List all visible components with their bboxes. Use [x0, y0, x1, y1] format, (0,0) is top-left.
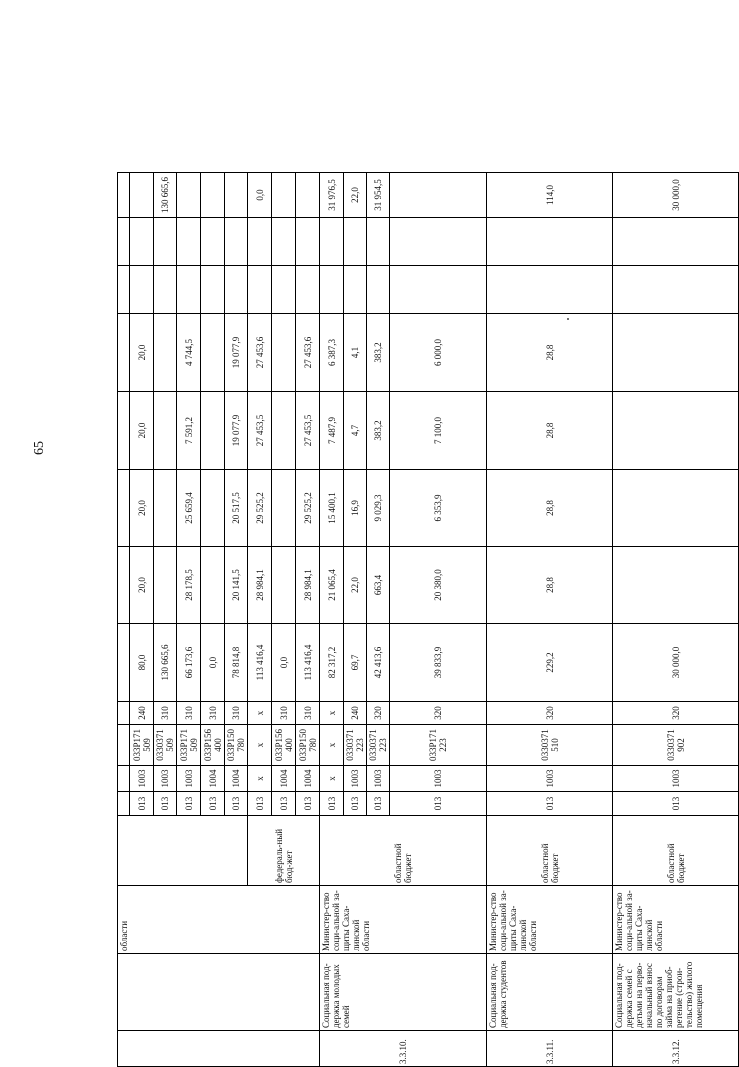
cell-y2015: [201, 470, 225, 547]
cell-vr: 310: [201, 702, 225, 725]
cell-y2017: 19 077,9: [225, 314, 248, 392]
cell-y2020: [130, 173, 154, 218]
cell-csr: 033P156 400: [201, 725, 225, 766]
cell-vr: 320: [390, 702, 487, 725]
cell-y2016: 28,8: [487, 392, 613, 470]
cell-num: 3.3.10.: [320, 1031, 487, 1067]
cell-y2014: 20,0: [130, 547, 154, 624]
cell-y2016: 4,7: [344, 392, 367, 470]
cell-y2018: [613, 266, 739, 314]
cell-y2015: 28,8: [487, 470, 613, 547]
cell-y2014: [118, 547, 130, 624]
cell-y2016: 7 100,0: [390, 392, 487, 470]
cell-y2019: [272, 218, 296, 266]
cell-rz: 1003: [130, 766, 154, 792]
cell-y2018: [248, 266, 272, 314]
cell-grbs: 013: [344, 792, 367, 816]
cell-rz: 1003: [177, 766, 201, 792]
cell-vr: 240: [130, 702, 154, 725]
cell-vr: 320: [487, 702, 613, 725]
cell-y2017: 4,1: [344, 314, 367, 392]
page-number: 65: [32, 441, 47, 455]
cell-y2015: 20 517,5: [225, 470, 248, 547]
cell-csr: 033P150 780: [225, 725, 248, 766]
cell-y2017: [613, 314, 739, 392]
cell-y2015: 29 525,2: [296, 470, 320, 547]
cell-y2015: [272, 470, 296, 547]
cell-y2014: 28 984,1: [296, 547, 320, 624]
cell-csr: 0330371 510: [487, 725, 613, 766]
cell-csr: x: [320, 725, 344, 766]
table-row: [613, 173, 739, 1067]
cell-rz: 1003: [487, 766, 613, 792]
cell-y2015: 20,0: [130, 470, 154, 547]
cell-ministry: Министер-ство соци-альной за-щиты Саха-линской области: [487, 886, 613, 954]
cell-y2019: [130, 218, 154, 266]
cell-total: 113 416,4: [296, 624, 320, 702]
cell-y2016: [613, 392, 739, 470]
cell-y2015: [613, 470, 739, 547]
cell-name: Социальная под-держка молодых семей: [320, 954, 487, 1031]
cell-y2015: [154, 470, 177, 547]
cell-y2020: [177, 173, 201, 218]
cell-y2020: [390, 173, 487, 218]
cell-total: [118, 624, 130, 702]
cell-total: 42 413,6: [367, 624, 390, 702]
cell-y2018: [367, 266, 390, 314]
cell-y2018: [177, 266, 201, 314]
cell-vr: 310: [225, 702, 248, 725]
cell-total: 66 173,6: [177, 624, 201, 702]
cell-vr: 320: [367, 702, 390, 725]
cell-y2017: 4 744,5: [177, 314, 201, 392]
cell-num: 3.3.11.: [487, 1031, 613, 1067]
cell-y2018: [296, 266, 320, 314]
cell-y2020: [296, 173, 320, 218]
cell-csr: 033P171 509: [177, 725, 201, 766]
cell-rz: 1004: [272, 766, 296, 792]
cell-grbs: 013: [248, 792, 272, 816]
cell-y2014: 663,4: [367, 547, 390, 624]
cell-y2020: [118, 173, 130, 218]
cell-y2020: [272, 173, 296, 218]
cell-y2019: [177, 218, 201, 266]
cell-budget: областной бюджет: [320, 816, 487, 886]
cell-vr: 310: [177, 702, 201, 725]
cell-y2020: [225, 173, 248, 218]
cell-y2016: 383,2: [367, 392, 390, 470]
cell-vr: 310: [296, 702, 320, 725]
cell-y2016: 7 591,2: [177, 392, 201, 470]
cell-y2014: [154, 547, 177, 624]
cell-grbs: [118, 792, 130, 816]
cell-grbs: 013: [613, 792, 739, 816]
cell-budget: областной бюджет: [487, 816, 613, 886]
cell-grbs: 013: [487, 792, 613, 816]
cell-y2016: [272, 392, 296, 470]
cell-y2020: [201, 173, 225, 218]
cell-csr: 0330371 509: [154, 725, 177, 766]
cell-csr: 0330371 223: [344, 725, 367, 766]
cell-y2018: [344, 266, 367, 314]
cell-num: [118, 1031, 320, 1067]
cell-name: [118, 954, 320, 1031]
cell-y2020: 31 976,5: [320, 173, 344, 218]
cell-budget: [118, 816, 248, 886]
cell-rz: x: [320, 766, 344, 792]
cell-grbs: 013: [367, 792, 390, 816]
cell-y2016: [201, 392, 225, 470]
cell-y2019: [390, 218, 487, 266]
cell-grbs: 013: [130, 792, 154, 816]
cell-y2018: [130, 266, 154, 314]
cell-y2016: [154, 392, 177, 470]
cell-vr: 320: [613, 702, 739, 725]
cell-y2016: 20,0: [130, 392, 154, 470]
cell-y2018: [201, 266, 225, 314]
cell-total: 130 665,6: [154, 624, 177, 702]
cell-y2018: [390, 266, 487, 314]
cell-y2019: [367, 218, 390, 266]
cell-rz: 1004: [201, 766, 225, 792]
cell-y2019: [613, 218, 739, 266]
cell-y2019: [344, 218, 367, 266]
cell-y2017: [118, 314, 130, 392]
cell-y2019: [296, 218, 320, 266]
cell-y2014: [613, 547, 739, 624]
cell-ministry: области: [118, 886, 320, 954]
cell-rz: [118, 766, 130, 792]
cell-grbs: 013: [272, 792, 296, 816]
cell-y2016: [118, 392, 130, 470]
cell-vr: 240: [344, 702, 367, 725]
table-row: [320, 173, 344, 1067]
cell-grbs: 013: [296, 792, 320, 816]
table-row: [118, 173, 130, 1067]
cell-y2015: 29 525,2: [248, 470, 272, 547]
cell-total: 82 317,2: [320, 624, 344, 702]
budget-table-sheet: [117, 177, 704, 1067]
cell-y2016: 27 453,5: [248, 392, 272, 470]
cell-vr: 310: [272, 702, 296, 725]
cell-y2020: 114,0: [487, 173, 613, 218]
cell-total: 30 000,0: [613, 624, 739, 702]
table-row: [487, 173, 613, 1067]
cell-ministry: Министер-ство соци-альной за-щиты Саха-линской области: [613, 886, 739, 954]
budget-table: [117, 172, 739, 1067]
cell-y2014: 28 178,5: [177, 547, 201, 624]
cell-total: 229,2: [487, 624, 613, 702]
cell-y2019: [248, 218, 272, 266]
cell-y2019: [487, 218, 613, 266]
cell-y2018: [320, 266, 344, 314]
cell-csr: 033P171 223: [390, 725, 487, 766]
cell-csr: 033P150 780: [296, 725, 320, 766]
cell-total: 78 814,8: [225, 624, 248, 702]
cell-y2015: 9 029,3: [367, 470, 390, 547]
cell-y2019: [118, 218, 130, 266]
cell-y2019: [320, 218, 344, 266]
cell-rz: 1003: [344, 766, 367, 792]
cell-ministry: Министер-ство соци-альной за-щиты Саха-линской области: [320, 886, 487, 954]
cell-budget: федераль-ный бюд-жет: [248, 816, 320, 886]
cell-y2014: 20 380,0: [390, 547, 487, 624]
cell-y2014: 22,0: [344, 547, 367, 624]
cell-num: 3.3.12.: [613, 1031, 739, 1067]
cell-rz: 1003: [613, 766, 739, 792]
cell-y2017: 6 387,3: [320, 314, 344, 392]
cell-y2014: [201, 547, 225, 624]
cell-y2017: 28,8: [487, 314, 613, 392]
cell-y2015: 15 400,1: [320, 470, 344, 547]
cell-y2017: 383,2: [367, 314, 390, 392]
table-body: [118, 173, 739, 1067]
cell-rz: 1004: [225, 766, 248, 792]
cell-vr: x: [248, 702, 272, 725]
cell-y2015: 16,9: [344, 470, 367, 547]
cell-rz: 1004: [296, 766, 320, 792]
cell-csr: 0330371 223: [367, 725, 390, 766]
cell-total: 80,0: [130, 624, 154, 702]
cell-y2014: 28,8: [487, 547, 613, 624]
cell-y2017: 27 453,6: [248, 314, 272, 392]
cell-y2018: [154, 266, 177, 314]
cell-vr: x: [320, 702, 344, 725]
cell-csr: [118, 725, 130, 766]
cell-y2015: 25 659,4: [177, 470, 201, 547]
cell-y2017: [272, 314, 296, 392]
cell-y2019: [201, 218, 225, 266]
cell-y2020: 31 954,5: [367, 173, 390, 218]
cell-grbs: 013: [225, 792, 248, 816]
cell-y2018: [487, 266, 613, 314]
cell-name: Социальная под-держка семей с детьми на перво-начальный взнос по договорам займа на приоб-ретение (строи-тельство) жилого помещения: [613, 954, 739, 1031]
cell-y2014: 28 984,1: [248, 547, 272, 624]
cell-y2016: 27 453,5: [296, 392, 320, 470]
cell-y2014: 20 141,5: [225, 547, 248, 624]
cell-y2020: 130 665,6: [154, 173, 177, 218]
cell-grbs: 013: [201, 792, 225, 816]
cell-grbs: 013: [177, 792, 201, 816]
cell-y2019: [154, 218, 177, 266]
cell-rz: 1003: [367, 766, 390, 792]
cell-rz: 1003: [390, 766, 487, 792]
cell-vr: 310: [154, 702, 177, 725]
cell-csr: 033P156 400: [272, 725, 296, 766]
cell-y2018: [272, 266, 296, 314]
cell-total: 0,0: [201, 624, 225, 702]
cell-total: 113 416,4: [248, 624, 272, 702]
cell-total: 69,7: [344, 624, 367, 702]
cell-csr: 033P171 509: [130, 725, 154, 766]
cell-budget: областной бюджет: [613, 816, 739, 886]
cell-grbs: 013: [320, 792, 344, 816]
cell-total: 39 833,9: [390, 624, 487, 702]
cell-y2017: 27 453,6: [296, 314, 320, 392]
cell-y2014: 21 065,4: [320, 547, 344, 624]
cell-vr: [118, 702, 130, 725]
cell-y2020: 22,0: [344, 173, 367, 218]
cell-name: Социальная под-держка студентов: [487, 954, 613, 1031]
cell-rz: 1003: [154, 766, 177, 792]
cell-y2020: 30 000,0: [613, 173, 739, 218]
cell-y2018: [118, 266, 130, 314]
cell-y2020: 0,0: [248, 173, 272, 218]
cell-y2016: 19 077,9: [225, 392, 248, 470]
cell-y2018: [225, 266, 248, 314]
cell-y2015: [118, 470, 130, 547]
cell-total: 0,0: [272, 624, 296, 702]
cell-grbs: 013: [390, 792, 487, 816]
cell-y2019: [225, 218, 248, 266]
cell-rz: x: [248, 766, 272, 792]
cell-csr: 0330371 902: [613, 725, 739, 766]
cell-y2017: [201, 314, 225, 392]
cell-y2017: 6 000,0: [390, 314, 487, 392]
cell-y2015: 6 353,9: [390, 470, 487, 547]
cell-y2016: 7 487,9: [320, 392, 344, 470]
cell-y2014: [272, 547, 296, 624]
cell-y2017: [154, 314, 177, 392]
cell-y2017: 20,0: [130, 314, 154, 392]
cell-csr: x: [248, 725, 272, 766]
cell-grbs: 013: [154, 792, 177, 816]
